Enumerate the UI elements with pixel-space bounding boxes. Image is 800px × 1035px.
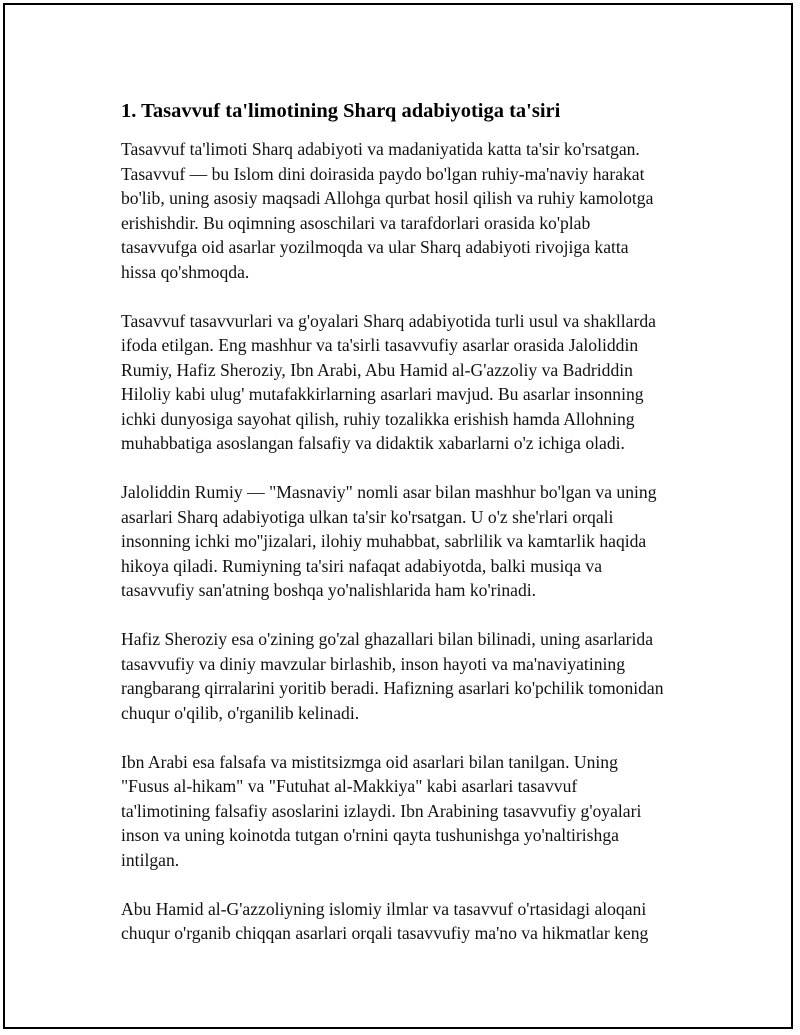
section-heading: 1. Tasavvuf ta'limotining Sharq adabiyotiga ta'siri [121,100,561,122]
paragraph-1: Tasavvuf ta'limoti Sharq adabiyoti va madaniyatida katta ta'sir ko'rsatgan. Tasavvuf — bu Islom dini doirasida paydo bo'lgan ruhiy-ma'naviy harakat bo'lib, uning asosiy maqsadi Allohga qurbat hosil qilish va ruhiy kamolotga erishishdir. Bu oqimning asoschilari va tarafdorlari orasida ko'plab tasavvufga oid asarlar yozilmoqda va ular Sharq adabiyoti rivojiga katta hissa qo'shmoqda. [121,139,654,282]
paragraph-4: Hafiz Sheroziy esa o'zining go'zal ghazallari bilan bilinadi, uning asarlarida tasavvufiy va diniy mavzular birlashib, inson hayoti va ma'naviyatining rangbarang qirralarini yoritib beradi. Hafizning asarlari ko'pchilik tomonidan chuqur o'qilib, o'rganilib kelinadi. [121,629,664,723]
paragraph-3: Jaloliddin Rumiy — "Masnaviy" nomli asar bilan mashhur bo'lgan va uning asarlari Sharq adabiyotiga ulkan ta'sir ko'rsatgan. U o'z she'rlari orqali insonning ichki mo''jizalari, ilohiy muhabbat, sabrlilik va kamtarlik haqida hikoya qiladi. Rumiyning ta'siri nafaqat adabiyotda, balki musiqa va tasavvufiy san'atning boshqa yo'nalishlarida ham ko'rinadi. [121,482,657,600]
paragraph-6: Abu Hamid al-G'azzoliyning islomiy ilmlar va tasavvuf o'rtasidagi aloqani chuqur o'rganib chiqqan asarlari orqali tasavvufiy ma'no va hikmatlar keng [121,898,649,943]
paragraph-2: Tasavvuf tasavvurlari va g'oyalari Sharq adabiyotida turli usul va shakllarda ifoda etilgan. Eng mashhur va ta'sirli tasavvufiy asarlar orasida Jaloliddin Rumiy, Hafiz Sheroziy, Ibn Arabi, Abu Hamid al-G'azzoliy va Badriddin Hiloliy kabi ulug' mutafakkirlarning asarlari mavjud. Bu asarlar insonning ichki dunyosiga sayohat qilish, ruhiy tozalikka erishish hamda Allohning muhabbatiga asoslangan falsafiy va didaktik xabarlarni o'z ichiga oladi. [121,310,656,453]
document-body [121,97,701,970]
paragraph-5: Ibn Arabi esa falsafa va mistitsizmga oid asarlari bilan tanilgan. Uning "Fusus al-hikam" va "Futuhat al-Makkiya" kabi asarlari tasavvuf ta'limotining falsafiy asoslarini izlaydi. Ibn Arabining tasavvufiy g'oyalari inson va uning koinotda tutgan o'rnini qayta tushunishga yo'naltirishga intilgan. [121,751,642,870]
page-frame [3,3,793,1029]
